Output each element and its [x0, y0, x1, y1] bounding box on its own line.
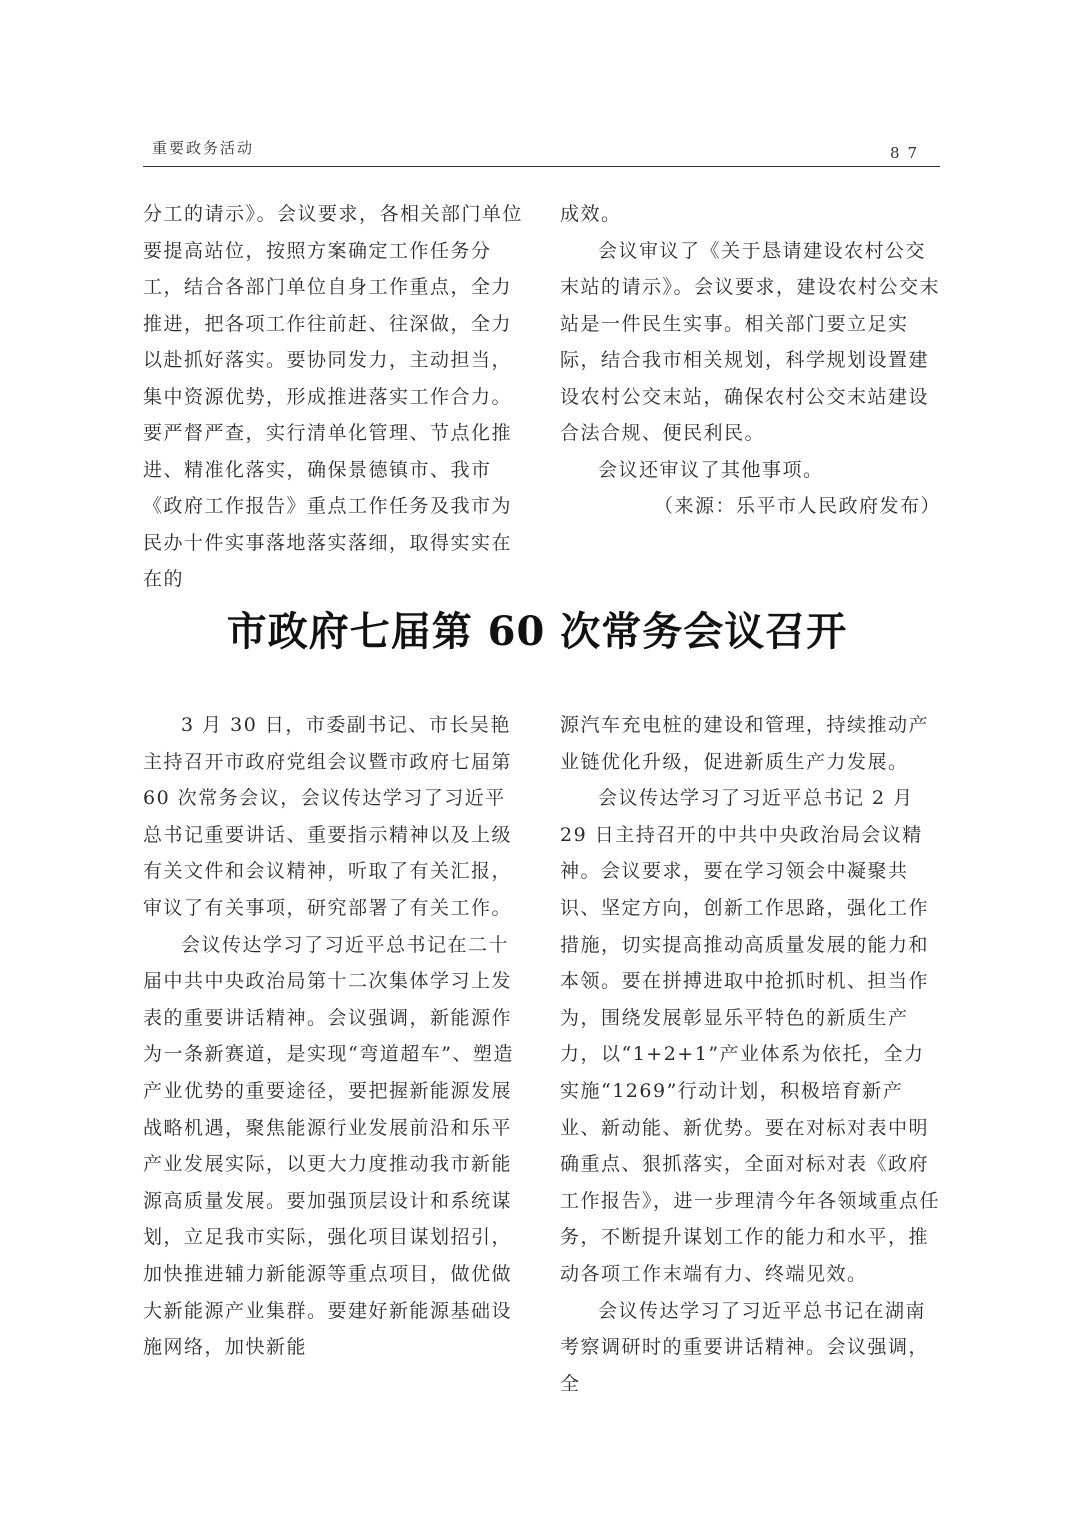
paragraph: 成效。 — [560, 203, 622, 225]
article-left-column — [143, 707, 526, 1366]
paragraph: 源汽车充电桩的建设和管理，持续推动产业链优化升级，促进新质生产力发展。 — [560, 714, 930, 773]
top-left-column — [143, 196, 526, 598]
paragraph: 会议审议了《关于恳请建设农村公交末站的请示》。会议要求，建设农村公交末站是一件民生实事。相关部门要立足实际，结合我市相关规划，科学规划设置建设农村公交末站，确保农村公交末站建设合法合规、便民利民。 — [560, 239, 941, 444]
paragraph: 3 月 30 日，市委副书记、市长吴艳主持召开市政府党组会议暨市政府七届第 60 次常务会议，会议传达学习了习近平总书记重要讲话、重要指示精神以及上级有关文件和会议精神，听取了有关汇报，审议了有关事项，研究部署了有关工作。 — [143, 714, 513, 919]
paragraph: 分工的请示》。会议要求，各相关部门单位要提高站位，按照方案确定工作任务分工，结合各部门单位自身工作重点，全力推进，把各项工作往前赶、往深做，全力以赴抓好落实。要协同发力，主动担当，集中资源优势，形成推进落实工作合力。要严督严查，实行清单化管理、节点化推进、精准化落实，确保景德镇市、我市《政府工作报告》重点工作任务及我市为民办十件实事落地落实落细，取得实实在在的 — [143, 203, 524, 590]
article-right-column — [560, 707, 943, 1402]
source-attribution: （来源：乐平市人民政府发布） — [653, 495, 941, 517]
top-right-column — [560, 196, 943, 525]
header-rule — [143, 166, 940, 167]
paragraph: 会议传达学习了习近平总书记 2 月 29 日主持召开的中共中央政治局会议精神。会议要求，要在学习领会中凝聚共识、坚定方向，创新工作思路，强化工作措施，切实提高推动高质量发展的能力和本领。要在拼搏进取中抢抓时机、担当作为，围绕发展彰显乐平特色的新质生产力，以“1+2+1”产业体系为依托，全力实施“1269”行动计划，积极培育新产业、新动能、新优势。要在对标对表中明确重点、狠抓落实，全面对标对表《政府工作报告》，进一步理清今年各领域重点任务，不断提升谋划工作的能力和水平，推动各项工作末端有力、终端见效。 — [560, 787, 941, 1285]
paragraph: 会议传达学习了习近平总书记在湖南考察调研时的重要讲话精神。会议强调，全 — [560, 1299, 930, 1395]
running-header: 重要政务活动 — [152, 139, 255, 157]
article-title: 市政府七届第 60 次常务会议召开 — [226, 608, 848, 655]
paragraph: 会议还审议了其他事项。 — [598, 458, 824, 481]
paragraph: 会议传达学习了习近平总书记在二十届中共中央政治局第十二次集体学习上发表的重要讲话精神。会议强调，新能源作为一条新赛道，是实现“弯道超车”、塑造产业优势的重要途径，要把握新能源发展战略机遇，聚焦能源行业发展前沿和乐平产业发展实际，以更大力度推动我市新能源高质量发展。要加强顶层设计和系统谋划，立足我市实际，强化项目谋划招引，加快推进辅力新能源等重点项目，做优做大新能源产业集群。要建好新能源基础设施网络，加快新能 — [143, 933, 514, 1359]
page-number: 87 — [890, 144, 926, 162]
